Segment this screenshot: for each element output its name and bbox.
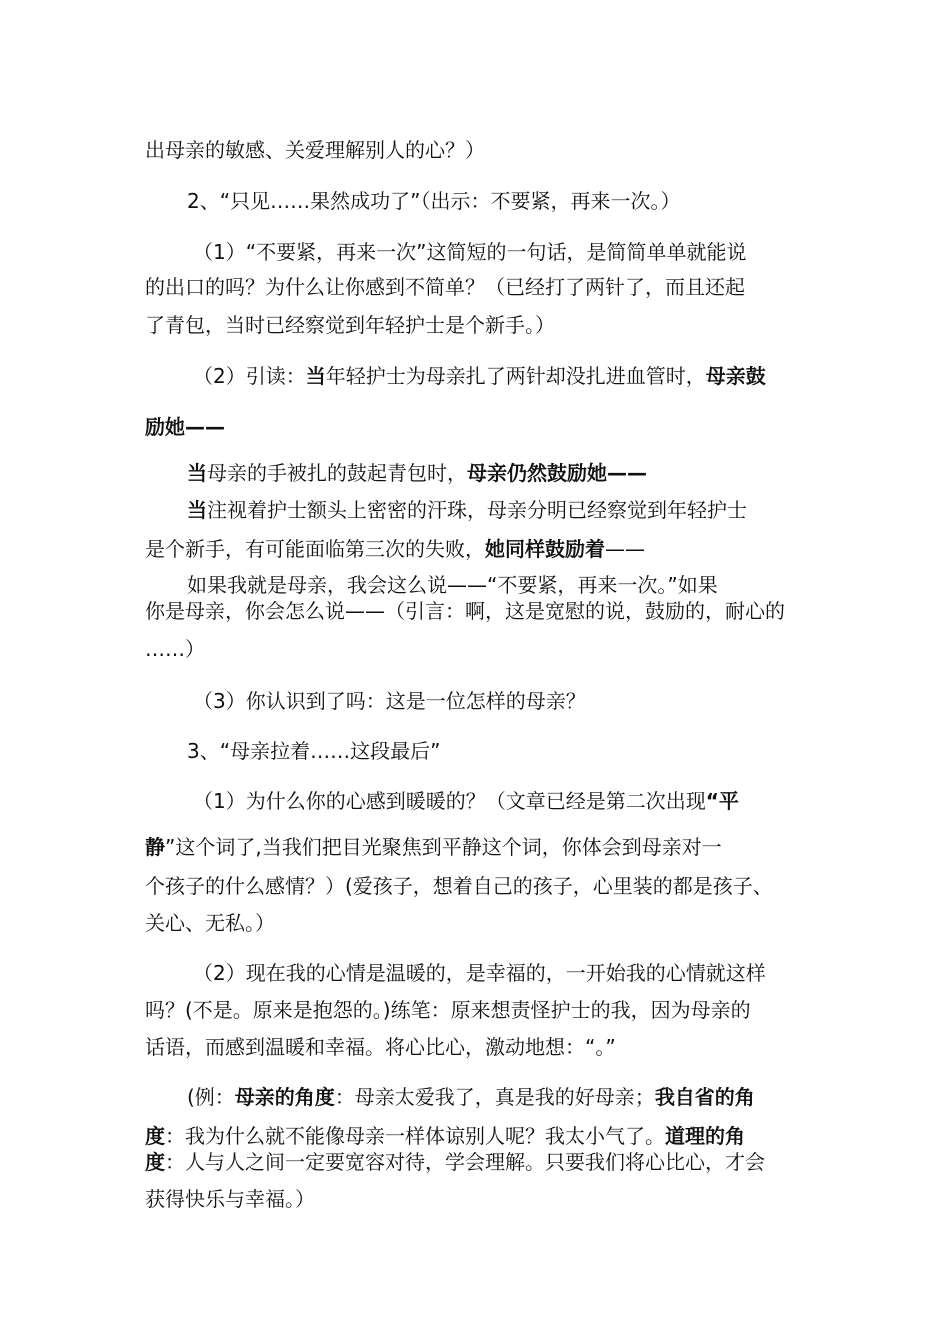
text-line	[145, 138, 825, 162]
text-line	[145, 998, 825, 1022]
text-line	[193, 689, 827, 713]
text-run: 你是母亲，你会怎么说——（引言：啊，这是宽慰的说，鼓励的，耐心的	[145, 599, 785, 623]
text-line	[187, 1085, 827, 1109]
text-run: 年轻护士为母亲扎了两针却没扎进血管时，	[325, 364, 706, 388]
text-run: (例：	[187, 1085, 235, 1109]
text-run: 母亲的手被扎的鼓起青包时，	[207, 461, 467, 485]
text-run: 出母亲的敏感、关爱理解别人的心？）	[145, 138, 485, 162]
text-run: 是个新手，有可能面临第三次的失败，	[145, 537, 485, 561]
text-run: 的出口的吗？为什么让你感到不简单？（已经打了两针了，而且还起	[145, 275, 745, 299]
text-line	[187, 573, 827, 597]
bold-text-run: 她同样鼓励着	[485, 537, 605, 561]
text-run: （1）为什么你的心感到暖暖的？（文章已经是第二次出现	[193, 789, 706, 813]
text-line	[187, 498, 827, 522]
bold-text-run: 度	[145, 1150, 165, 1174]
text-run: ：母亲太爱我了，真是我的好母亲；	[334, 1085, 655, 1109]
text-line	[145, 1150, 825, 1174]
text-line	[187, 189, 827, 213]
bold-text-run: 度	[145, 1124, 165, 1148]
bold-text-run: 励她——	[145, 415, 225, 439]
bold-text-run: 当	[187, 461, 207, 485]
bold-text-run: 我自省的角	[654, 1085, 755, 1109]
text-run: ：我为什么就不能像母亲一样体谅别人呢？我太小气了。	[165, 1124, 665, 1148]
text-line	[145, 1187, 825, 1211]
text-run: （2）引读：	[193, 364, 306, 388]
text-run: 话语，而感到温暖和幸福。将心比心，激动地想：“。”	[145, 1035, 616, 1059]
text-line	[145, 1035, 825, 1059]
bold-text-run: 当	[305, 364, 326, 388]
text-run: 吗？(不是。原来是抱怨的。)练笔：原来想责怪护士的我，因为母亲的	[145, 998, 751, 1022]
bold-text-run: 母亲鼓	[705, 364, 766, 388]
text-line	[145, 874, 825, 898]
bold-text-run: 母亲仍然鼓励她——	[467, 461, 647, 485]
text-line	[145, 415, 825, 439]
bold-text-run: 当	[187, 498, 207, 522]
text-line	[145, 637, 825, 661]
text-line	[193, 789, 827, 813]
text-line	[145, 537, 825, 561]
text-run: 获得快乐与幸福。）	[145, 1187, 315, 1211]
text-run: 2、“只见……果然成功了”（出示：不要紧，再来一次。）	[187, 189, 681, 213]
bold-text-run: “平	[705, 789, 739, 813]
text-run: （1）“不要紧，再来一次”这简短的一句话，是简简单单就能说	[193, 240, 747, 264]
text-run: ：人与人之间一定要宽容对待，学会理解。只要我们将心比心，才会	[165, 1150, 765, 1174]
text-run: （2）现在我的心情是温暖的，是幸福的，一开始我的心情就这样	[193, 961, 766, 985]
text-run: 个孩子的什么感情？）(爱孩子，想着自己的孩子，心里装的都是孩子、	[145, 874, 773, 898]
bold-text-run: 静	[145, 835, 165, 859]
text-line	[187, 461, 827, 485]
text-line	[187, 739, 827, 763]
text-run: ——	[605, 537, 645, 561]
text-run: 关心、无私。）	[145, 911, 275, 935]
text-line	[145, 599, 825, 623]
text-run: 3、“母亲拉着……这段最后”	[187, 739, 441, 763]
text-line	[145, 275, 825, 299]
text-run: 了青包，当时已经察觉到年轻护士是个新手。）	[145, 313, 555, 337]
text-run: ”这个词了,当我们把目光聚焦到平静这个词，你体会到母亲对一	[165, 835, 722, 859]
text-line	[193, 364, 827, 388]
text-run: （3）你认识到了吗：这是一位怎样的母亲？	[193, 689, 586, 713]
text-line	[193, 961, 827, 985]
text-run: 注视着护士额头上密密的汗珠，母亲分明已经察觉到年轻护士	[207, 498, 747, 522]
bold-text-run: 母亲的角度	[234, 1085, 335, 1109]
text-line	[145, 1124, 825, 1148]
text-run: ……）	[145, 637, 205, 661]
text-run: 如果我就是母亲，我会这么说——“不要紧，再来一次。”如果	[187, 573, 718, 597]
text-line	[145, 313, 825, 337]
text-line	[145, 911, 825, 935]
text-line	[193, 240, 827, 264]
text-line	[145, 835, 825, 859]
bold-text-run: 道理的角	[665, 1124, 745, 1148]
